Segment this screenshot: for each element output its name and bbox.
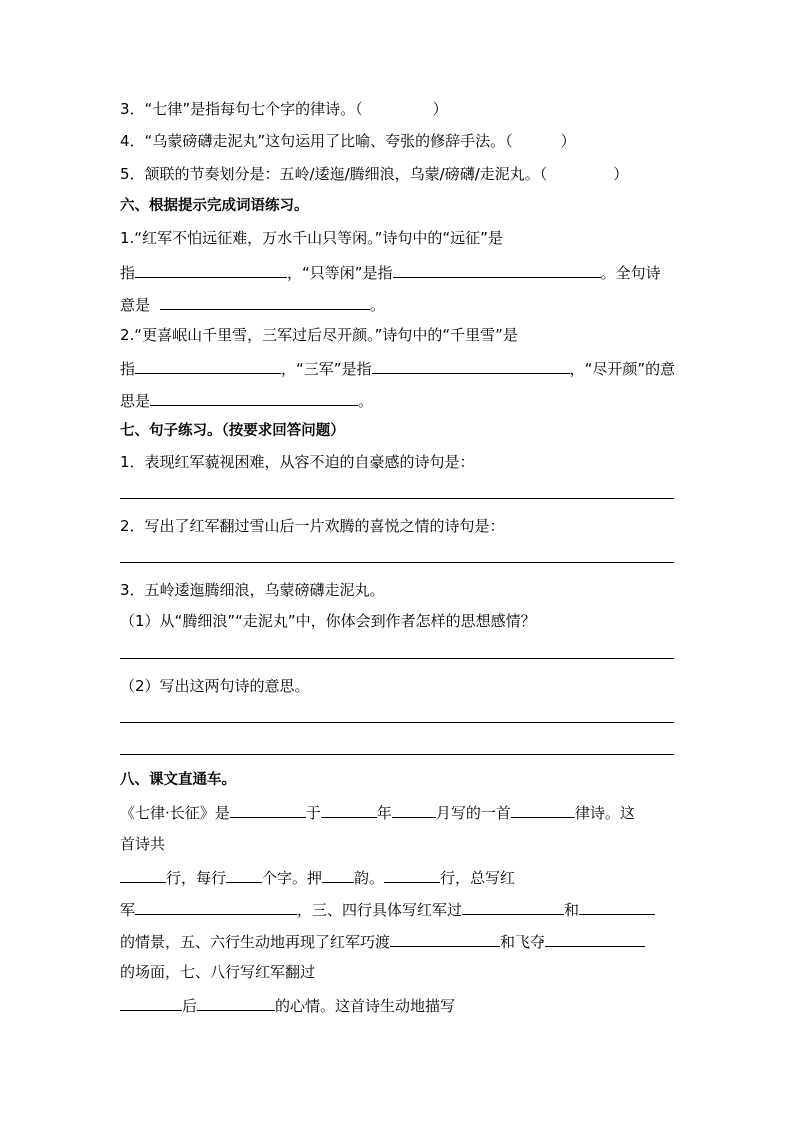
s7-question-3-1: （1）从“腾细浪”“走泥丸”中，你体会到作者怎样的思想感情？	[120, 612, 536, 630]
s6-item1-line1: 1.“红军不怕远征难，万水千山只等闲。”诗句中的“远征”是	[120, 229, 503, 247]
s6-item2-line2: 指 ，“三军”是指 ，“尽开颜”的意	[120, 357, 675, 379]
question-3: 3．“七律”是指每句七个字的律诗。（ ）	[120, 100, 448, 118]
blank-yuanzheng[interactable]	[135, 261, 287, 278]
answer-line[interactable]	[120, 658, 674, 659]
blank-feeling[interactable]	[197, 994, 275, 1011]
question-4: 4．“乌蒙磅礴走泥丸”这句运用了比喻、夸张的修辞手法。（ ）	[120, 132, 576, 150]
answer-line[interactable]	[120, 722, 674, 723]
blank-first-lines[interactable]	[384, 866, 440, 883]
s7-question-2: 2．写出了红军翻过雪山后一片欢腾的喜悦之情的诗句是：	[120, 517, 505, 535]
blank-jinkaiyan[interactable]	[150, 389, 358, 406]
s8-line4: 军 ，三、四行具体写红军过 和	[120, 898, 655, 920]
blank-line-count[interactable]	[120, 866, 166, 883]
blank-rhyme[interactable]	[322, 866, 354, 883]
blank-sanjun[interactable]	[372, 357, 570, 374]
s6-item2-line3: 思是 。	[120, 389, 373, 411]
s8-line7: 后 的心情。这首诗生动地描写	[120, 994, 455, 1016]
blank-author[interactable]	[230, 801, 306, 818]
blank-year[interactable]	[321, 801, 377, 818]
blank-place-2[interactable]	[579, 898, 655, 915]
blank-quanjushiyi[interactable]	[160, 293, 370, 310]
blank-qianlixue[interactable]	[135, 357, 281, 374]
blank-summary[interactable]	[135, 898, 297, 915]
section-6-heading: 六、根据提示完成词语练习。	[120, 197, 309, 214]
question-5: 5．颔联的节奏划分是：五岭/逶迤/腾细浪，乌蒙/磅礴/走泥丸。（ ）	[120, 165, 629, 183]
blank-bridge[interactable]	[545, 930, 645, 947]
s7-question-3-2: （2）写出这两句诗的意思。	[120, 677, 310, 695]
s6-item2-line1: 2.“更喜岷山千里雪，三军过后尽开颜。”诗句中的“千里雪”是	[120, 326, 518, 344]
s6-item1-line3: 意是 。	[120, 293, 385, 315]
s8-line5: 的情景，五、六行生动地再现了红军巧渡 和飞夺	[120, 930, 645, 952]
blank-month[interactable]	[392, 801, 436, 818]
section-7-heading: 七、句子练习。（按要求回答问题）	[120, 422, 345, 439]
blank-zhidengxian[interactable]	[393, 261, 601, 278]
s7-question-1: 1．表现红军藐视困难，从容不迫的自豪感的诗句是：	[120, 453, 475, 471]
s7-question-3: 3．五岭逶迤腾细浪，乌蒙磅礴走泥丸。	[120, 581, 385, 599]
s8-line2: 首诗共	[120, 835, 166, 853]
blank-char-count[interactable]	[226, 866, 262, 883]
s8-line6: 的场面，七、八行写红军翻过	[120, 963, 316, 981]
blank-mountain[interactable]	[120, 994, 182, 1011]
answer-line[interactable]	[120, 498, 674, 499]
answer-line[interactable]	[120, 754, 674, 755]
blank-place-1[interactable]	[462, 898, 564, 915]
answer-line[interactable]	[120, 562, 674, 563]
s6-item1-line2: 指 ，“只等闲”是指 。全句诗	[120, 261, 661, 283]
s8-line3: 行，每行 个字。押 韵。 行，总写红	[120, 866, 515, 888]
blank-river[interactable]	[390, 930, 500, 947]
section-8-heading: 八、课文直通车。	[120, 771, 236, 788]
s8-line1: 《七律·长征》是 于 年 月写的一首 律诗。这	[120, 801, 635, 823]
blank-poem-type[interactable]	[511, 801, 575, 818]
